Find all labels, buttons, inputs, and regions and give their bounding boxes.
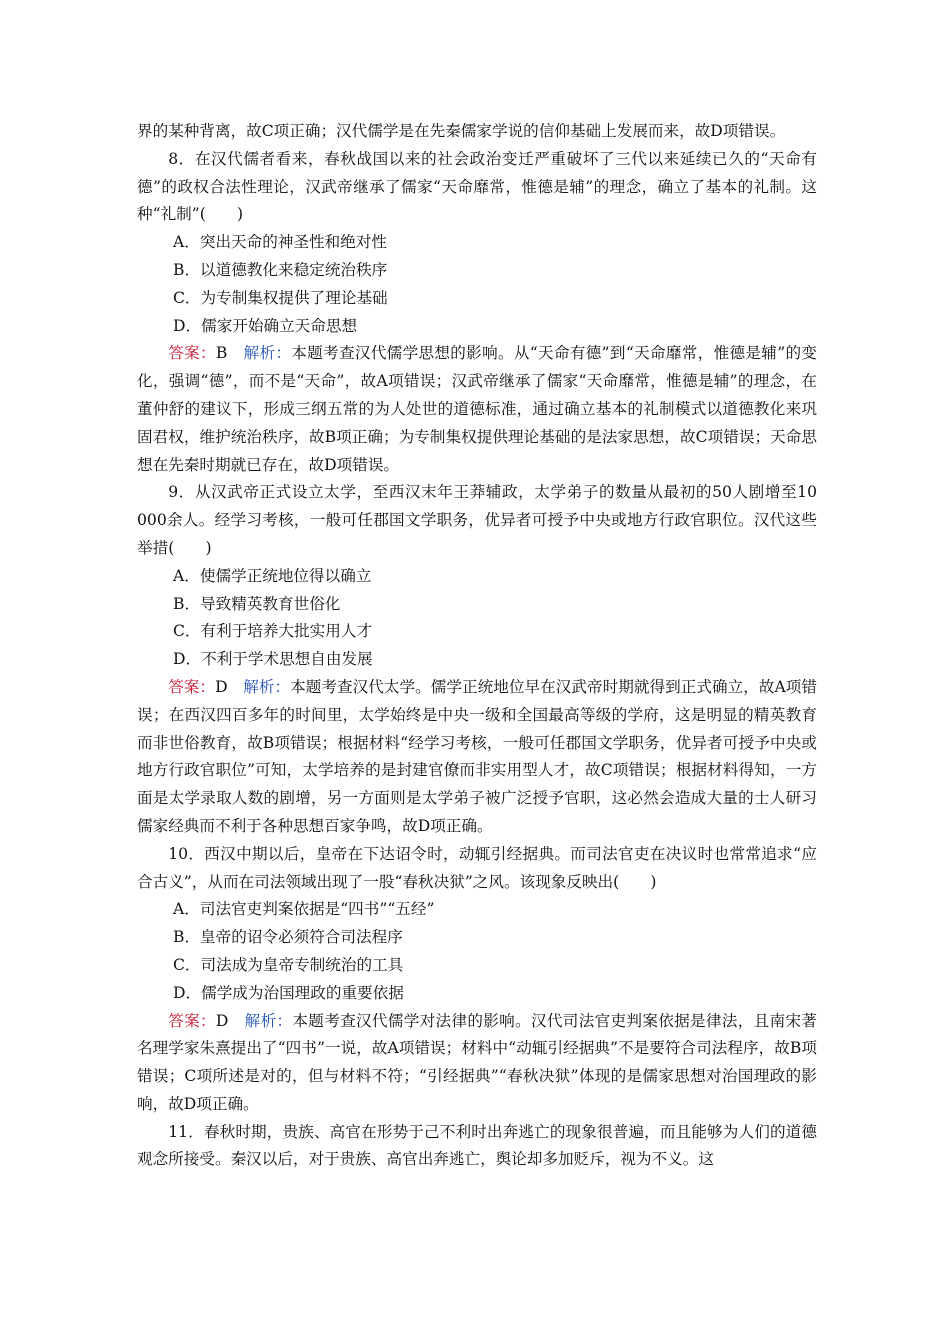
intro-paragraph: 界的某种背离，故C项正确；汉代儒学是在先秦儒家学说的信仰基础上发展而来，故D项错误。 <box>137 122 786 140</box>
question-stem: 8．在汉代儒者看来，春秋战国以来的社会政治变迁严重破坏了三代以来延续已久的“天命有德”的政权合法性理论，汉武帝继承了儒家“天命靡常，惟德是辅”的理念，确立了基本的礼制。这种“礼制”( ) <box>137 149 817 224</box>
option-c: C．有利于培养大批实用人才 <box>173 622 373 641</box>
analysis-label: 解析： <box>244 1011 293 1030</box>
answer-value: B <box>215 344 244 363</box>
option-a: A．司法官吏判案依据是“四书”“五经” <box>173 900 435 919</box>
analysis-label: 解析： <box>243 344 292 363</box>
analysis-label: 解析： <box>243 677 291 696</box>
answer-label: 答案： <box>168 344 216 363</box>
question-8 <box>137 146 817 480</box>
option-d: D．儒学成为治国理政的重要依据 <box>173 983 404 1002</box>
question-9 <box>137 479 817 840</box>
analysis-text: 本题考查汉代儒学对法律的影响。汉代司法官吏判案依据是律法，且南宋著名理学家朱熹提出了“四书”一说，故A项错误；材料中“动辄引经据典”不是要符合司法程序，故B项错误；C项所述是对的，但与材料不符；“引经据典”“春秋决狱”体现的是儒家思想对治国理政的影响，故D项正确。 <box>137 1011 817 1113</box>
question-10 <box>137 841 817 1119</box>
question-11 <box>137 1119 817 1175</box>
option-d: D．儒家开始确立天命思想 <box>173 316 358 335</box>
question-stem: 10．西汉中期以后，皇帝在下达诏令时，动辄引经据典。而司法官吏在决议时也常常追求“应合古义”，从而在司法领域出现了一股“春秋决狱”之风。该现象反映出( ) <box>137 844 817 891</box>
analysis-text: 本题考查汉代太学。儒学正统地位早在汉武帝时期就得到正式确立，故A项错误；在西汉四百多年的时间里，太学始终是中央一级和全国最高等级的学府，这是明显的精英教育而非世俗教育，故B项错误；根据材料“经学习考核，一般可任郡国文学职务，优异者可授予中央或地方行政官职位”可知，太学培养的是封建官僚而非实用型人才，故C项错误；根据材料得知，一方面是太学录取人数的剧增，另一方面则是太学弟子被广泛授予官职，这必然会造成大量的士人研习儒家经典而不利于各种思想百家争鸣，故D项正确。 <box>137 677 817 835</box>
option-b: B．以道德教化来稳定统治秩序 <box>173 260 388 279</box>
answer-value: D <box>215 1011 245 1030</box>
analysis-text: 本题考查汉代儒学思想的影响。从“天命有德”到“天命靡常，惟德是辅”的变化，强调“德”，而不是“天命”，故A项错误；汉武帝继承了儒家“天命靡常，惟德是辅”的理念，在董仲舒的建议下，形成三纲五常的为人处世的道德标准，通过确立基本的礼制模式以道德教化来巩固君权，维护统治秩序，故B项正确；为专制集权提供理论基础的是法家思想，故C项错误；天命思想在先秦时期就已存在，故D项错误。 <box>137 344 817 474</box>
option-b: B．皇帝的诏令必须符合司法程序 <box>173 928 403 947</box>
answer-paragraph <box>137 340 817 479</box>
option-d: D．不利于学术思想自由发展 <box>173 650 373 669</box>
document-page <box>137 118 817 1174</box>
question-stem: 9．从汉武帝正式设立太学，至西汉末年王莽辅政，太学弟子的数量从最初的50人剧增至10 000余人。经学习考核，一般可任郡国文学职务，优异者可授予中央或地方行政官职位。汉代这些举措( ) <box>137 483 817 557</box>
answer-paragraph <box>137 1008 817 1119</box>
option-a: A．突出天命的神圣性和绝对性 <box>173 233 387 252</box>
answer-label: 答案： <box>168 1011 216 1030</box>
option-a: A．使儒学正统地位得以确立 <box>173 566 372 585</box>
option-b: B．导致精英教育世俗化 <box>173 594 341 613</box>
option-c: C．司法成为皇帝专制统治的工具 <box>173 955 404 974</box>
option-c: C．为专制集权提供了理论基础 <box>173 288 388 307</box>
answer-paragraph <box>137 674 817 841</box>
question-stem: 11．春秋时期，贵族、高官在形势于己不利时出奔逃亡的现象很普遍，而且能够为人们的道德观念所接受。秦汉以后，对于贵族、高官出奔逃亡，舆论却多加贬斥，视为不义。这 <box>137 1122 817 1169</box>
answer-label: 答案： <box>168 677 216 696</box>
answer-value: D <box>215 677 244 696</box>
